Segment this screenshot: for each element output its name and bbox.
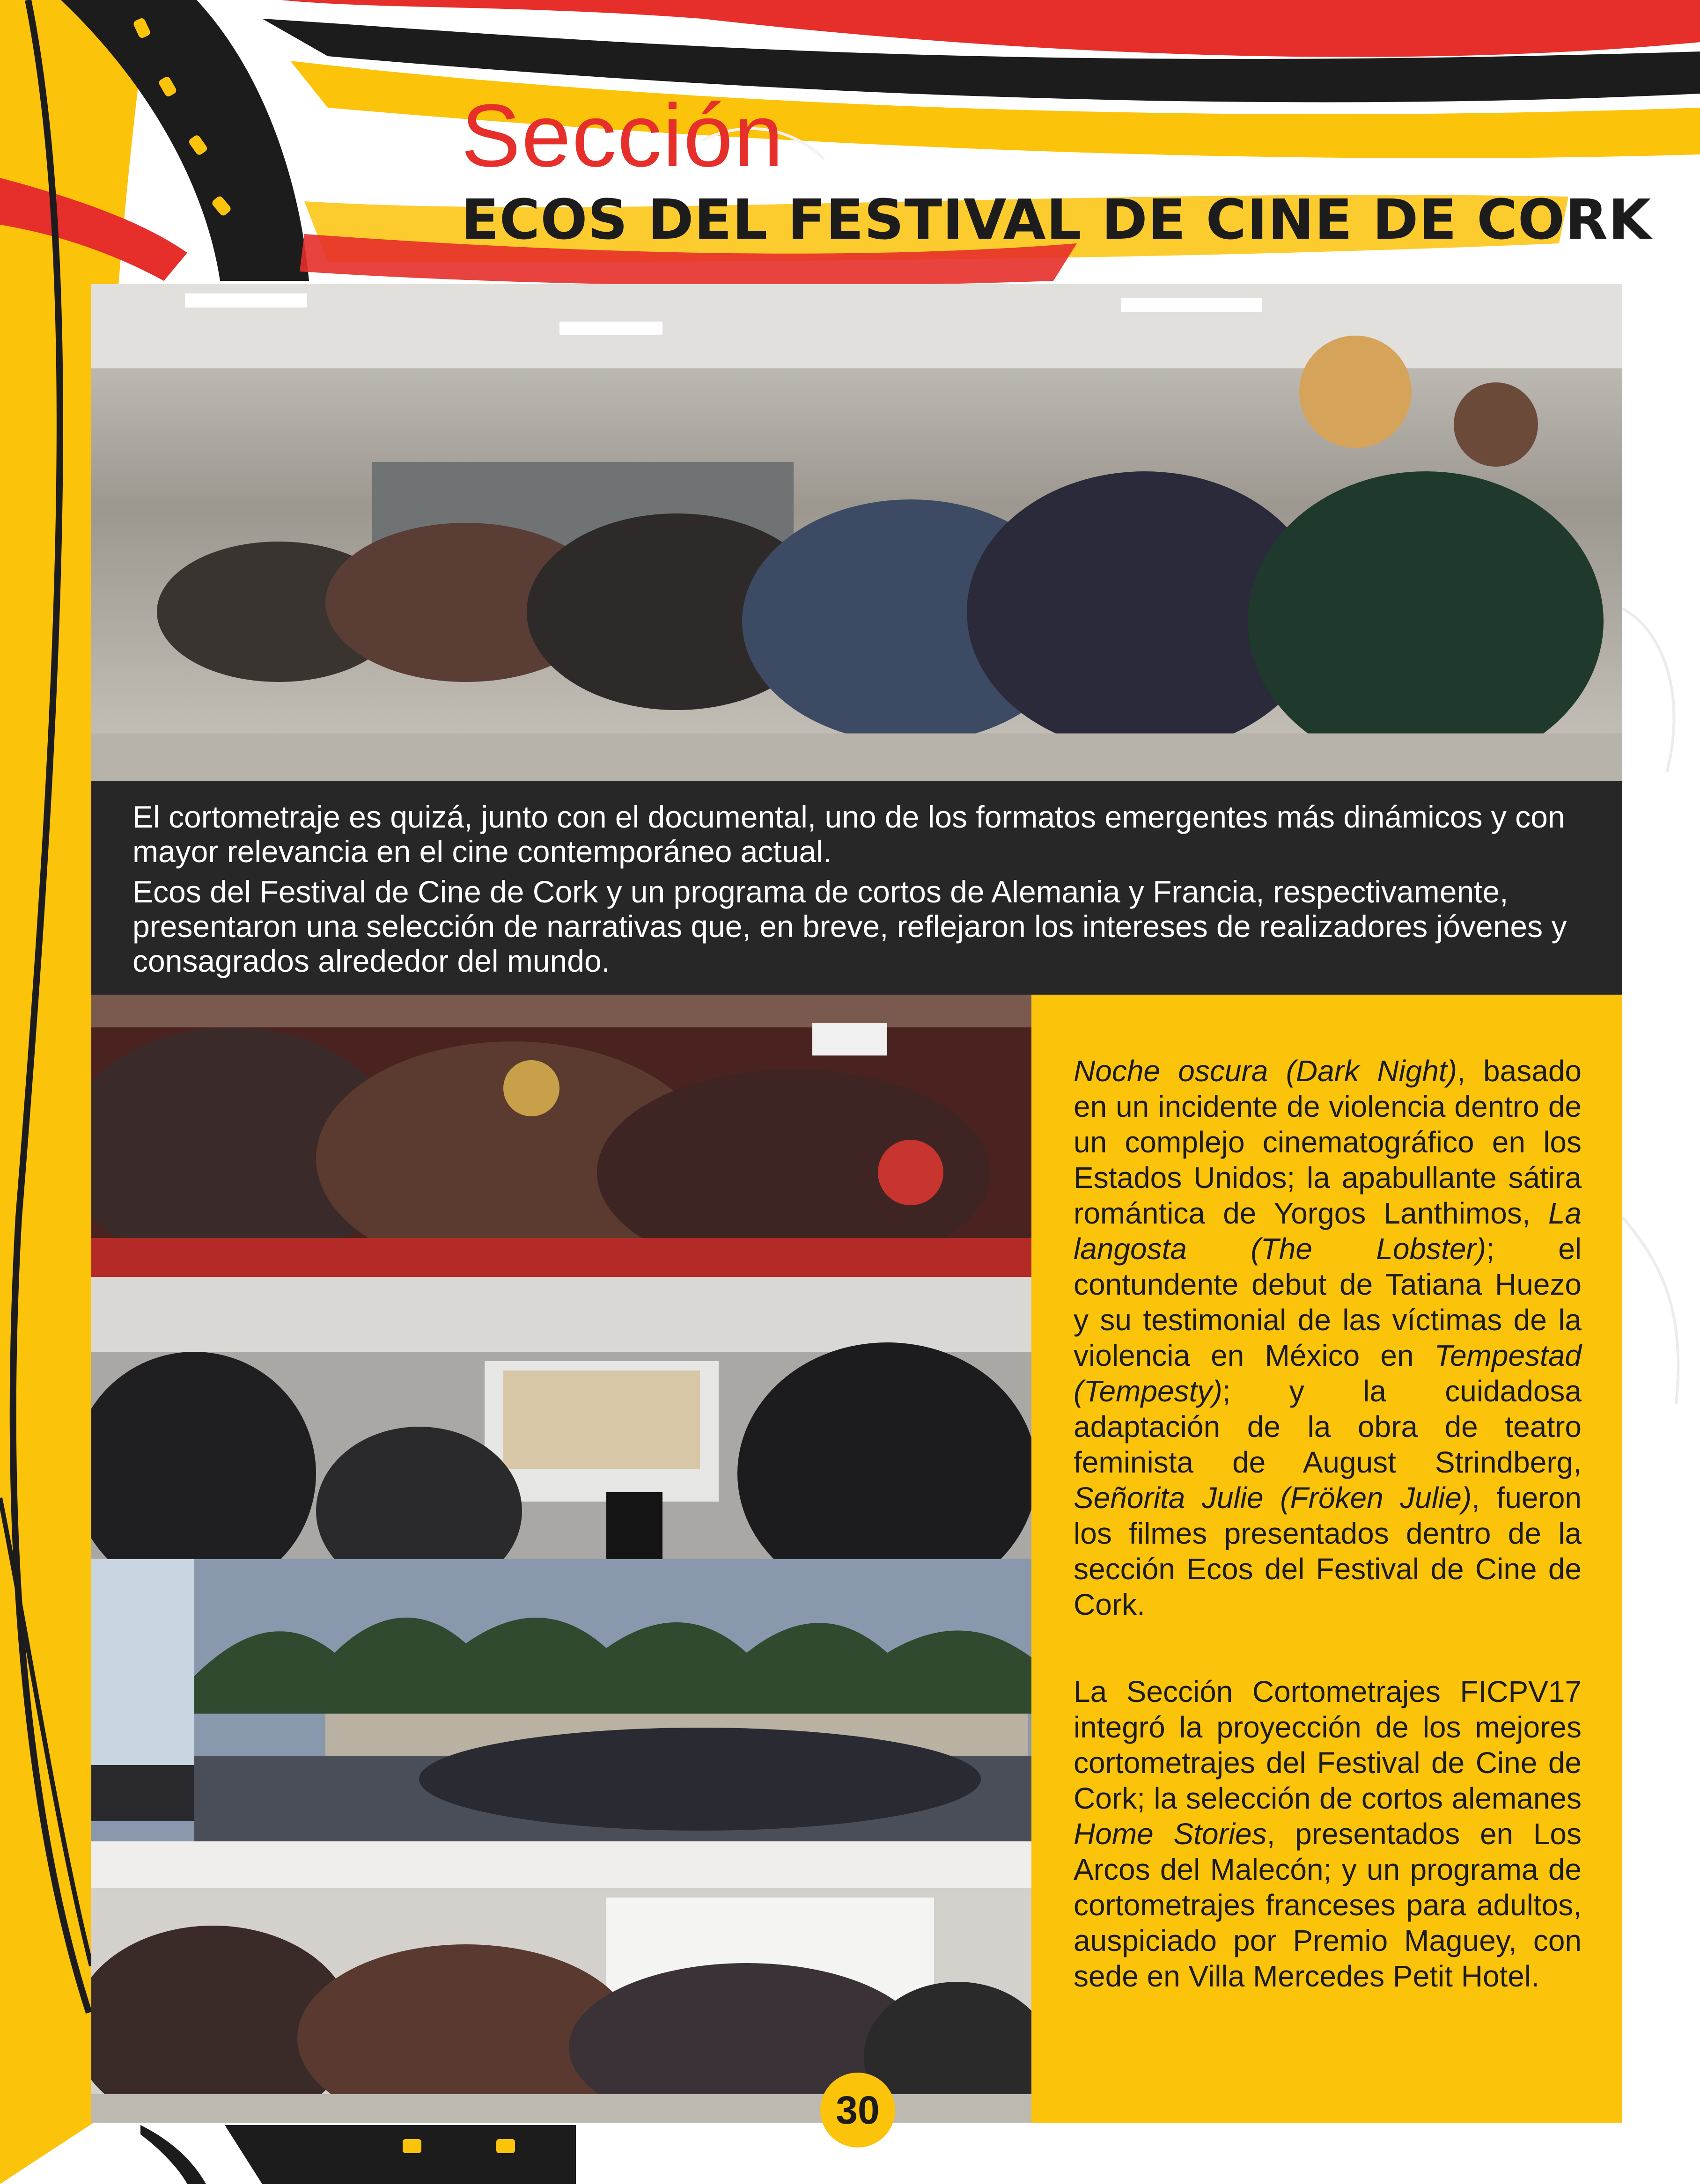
audience-photo-theater bbox=[91, 995, 1031, 1277]
intro-paragraph-1: El cortometraje es quizá, junto con el documental, uno de los formatos emergentes más dinámicos y con mayor relevancia en el cine contemporáneo actual. bbox=[132, 799, 1565, 869]
article-text: , fueron los filmes presentados dentro de la sección Ecos del Festival de Cine de Cork. bbox=[1074, 1481, 1582, 1621]
film-title-dark-night: Noche oscura (Dark Night) bbox=[1074, 1054, 1457, 1088]
program-title-home-stories: Home Stories bbox=[1074, 1817, 1267, 1851]
page-number-badge: 30 bbox=[820, 2073, 895, 2147]
intro-paragraph-2: Ecos del Festival de Cine de Cork y un programa de cortos de Alemania y Francia, respectivamente, presentaron una selección de narrativas que, en breve, reflejaron los intereses de realizadores jóvenes y consagrados alrededor del mundo. bbox=[132, 874, 1567, 978]
audience-photo-theater-image bbox=[91, 995, 1031, 1277]
article-paragraph-2 bbox=[1074, 1674, 1582, 1994]
article-text-panel bbox=[1031, 995, 1622, 2123]
audience-photo-hotel-room-image bbox=[91, 1841, 1031, 2123]
article-text: , presentados en Los Arcos del Malecón; y un programa de cortometrajes franceses para adultos, auspiciado por Premio Maguey, con sede en Villa Mercedes Petit Hotel. bbox=[1074, 1817, 1582, 1993]
audience-photo-screening-room-image bbox=[91, 1277, 1031, 1559]
article-text: ; y la cuidadosa adaptación de la obra de teatro feminista de August Strindberg, bbox=[1074, 1374, 1582, 1479]
audience-photo-outdoor-malecon bbox=[91, 1559, 1031, 1841]
intro-text-band bbox=[91, 781, 1622, 995]
page-title: ECOS DEL FESTIVAL DE CINE DE CORK bbox=[461, 187, 1652, 252]
article-text: , basado en un incidente de violencia dentro de un complejo cinematográfico en los Estados Unidos; la apabullante sátira romántica de Yorgos Lanthimos, bbox=[1074, 1054, 1582, 1230]
article-text: La Sección Cortometrajes FICPV17 integró la proyección de los mejores cortometrajes del Festival de Cine de Cork; la selección de cortos alemanes bbox=[1074, 1675, 1582, 1815]
audience-photo-outdoor-malecon-image bbox=[91, 1559, 1031, 1841]
film-title-senorita-julie: Señorita Julie (Fröken Julie) bbox=[1074, 1481, 1472, 1515]
section-label: Sección bbox=[461, 86, 784, 185]
film-title-the-lobster: La langosta (The Lobster) bbox=[1074, 1196, 1582, 1266]
audience-photo-screening-room bbox=[91, 1277, 1031, 1559]
audience-photo-hotel-room bbox=[91, 1841, 1031, 2123]
audience-photo-hall bbox=[91, 284, 1622, 781]
film-title-tempestad: Tempestad (Tempesty) bbox=[1074, 1339, 1582, 1408]
article-paragraph-1 bbox=[1074, 1053, 1582, 1622]
audience-photo-hall-image bbox=[91, 284, 1622, 781]
article-text: ; el contundente debut de Tatiana Huezo y su testimonial de las víctimas de la violencia en México en bbox=[1074, 1232, 1582, 1372]
